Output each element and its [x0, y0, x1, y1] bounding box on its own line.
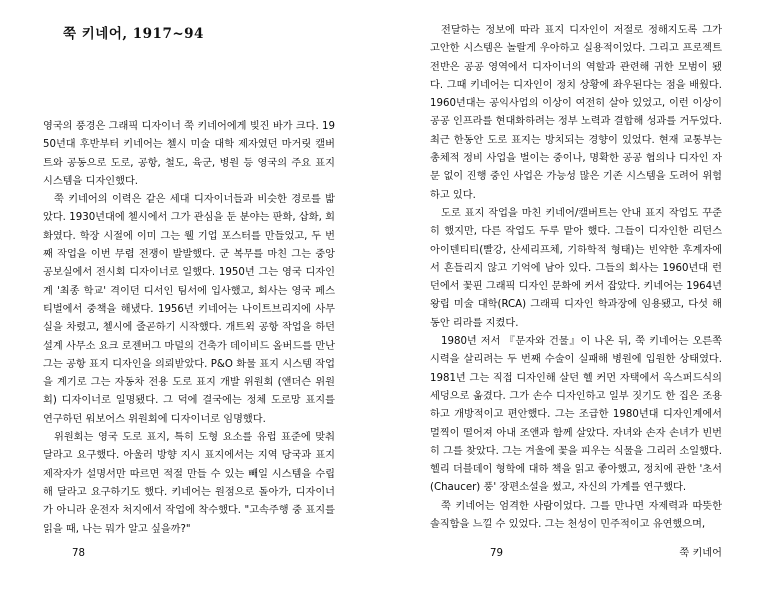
running-head: 쭉 키네어	[679, 548, 722, 559]
page-number: 79	[490, 548, 503, 559]
paragraph: 영국의 풍경은 그래픽 디자이너 쭉 키네어에게 빚진 바가 크다. 1950년대 후반부터 키네어는 첼시 미술 대학 제자였던 마거릿 캘버트와 공동으로 도로, 공항, 철도, 육군, 병원 등 영국의 주요 표지 시스템을 디자인했다.	[43, 121, 335, 187]
paragraph: 전달하는 정보에 따라 표지 디자인이 저절로 정해지도록 그가 고안한 시스템은 놀랄게 우아하고 실용적이었다. 그리고 프로젝트 전반은 공공 영역에서 디자이너의 역할과 관련해 귀한 모범이 됐다. 그때 키네어는 디자인이 정치 상황에 좌우된다는 점을 배웠다. 1960년대는 공익사업의 이상이 여전히 살아 있었고, 이런 이상이 공공 인프라를 현대화하려는 정부 노력과 결합해 성과를 거두었다. 최근 한동안 도로 표지는 방치되는 경향이 있었다. 현재 교통부는 총체적 정비 사업을 벌이는 중이나, 명확한 공공 협의나 디자인 자문 없이 진행 중인 사업은 가능성 많은 기존 시스템을 도려어 위험하고 있다.	[430, 25, 722, 201]
right-page-body	[430, 22, 722, 534]
paragraph: 1980년 저서 『문자와 건물』이 나온 뒤, 쭉 키네어는 오른쪽 시력을 살리려는 두 번째 수술이 실패해 병원에 입원한 상태였다. 1981년 그는 직접 디자인해 살던 헬 커먼 자택에서 옥스퍼드식의 세덩으로 옮겼다. 그가 손수 디자인하고 일부 짓기도 한 집은 조용하고 개방적이고 편안했다. 그는 조급한 1980년대 디자인계에서 멀찍이 떨어져 아내 조앤과 함께 살았다. 자녀와 손자 손녀가 빈번히 그를 찾았다. 그는 겨울에 꽃을 피우는 식물을 그리러 소일했다. 헬리 더블데이 형학에 대하 책을 읽고 좋아했고, 정치에 관한 '초서 (Chaucer) 풍' 장편소설을 썼고, 자신의 가계를 연구했다.	[430, 336, 722, 494]
paragraph: 도로 표지 작업을 마친 키네어/캘버트는 안내 표지 작업도 꾸준히 했지만, 다른 작업도 두루 맡아 했다. 그들이 디자인한 리던스 아이덴티티(빨강, 산세리프체, 기하학적 형태)는 빈약한 후계자에서 흔들리지 않고 기억에 남아 있다. 그들의 회사는 1960년대 런던에서 꽃핀 그래픽 디자인 문화에 커서 잡았다. 키네어는 1964년 왕립 미술 대학(RCA) 그래픽 디자인 학과장에 임용됐고, 다섯 해 동안 리라를 지켰다.	[430, 207, 722, 329]
paragraph: 위원회는 영국 도로 표지, 특히 도형 요소를 유럽 표준에 맞춰 달라고 요구했다. 아울러 방향 지시 표지에서는 지역 당국과 표지 제작자가 설명서만 따르면 적절 만들 수 있는 빼일 시스템을 수립해 달라고 요구하기도 했다. 키네어는 원점으로 돌아가, 디자이너가 아니라 운전자 처지에서 작업에 착수했다. "고속주행 중 표지를 읽을 때, 나는 뭐가 알고 싶을까?"	[43, 432, 335, 535]
paragraph: 쭉 키네어의 이력은 같은 세대 디자이너들과 비슷한 경로를 밟았다. 1930년대에 첼시에서 그가 관심을 둔 분야는 판화, 삽화, 회화였다. 학장 시절에 이미 그는 웰 기업 포스터를 만들었고, 두 번째 작업을 이번 무렵 전쟁이 발발했다. 군 복무를 마친 그는 중앙 공보실에서 전시회 디자이너로 일했다. 1950년 그는 영국 디자인계 '최종 학교' 격이던 디서인 팀서에 입사했고, 회사는 영국 페스티벌에서 중책을 해냈다. 1956년 키네어는 나이트브리지에 사무실을 차렸고, 첼시에 줄곧하기 시작했다. 개트윅 공항 작업을 하던 설계 사무소 요크 로젠버그 마덜의 건축가 데이비드 올버드를 만난 그는 공항 표지 디자인을 의뢰받았다. P&O 화물 표지 시스템 작업을 계기로 그는 자동차 전용 도로 표지 개발 위원회 (앤더슨 위원회) 디자이너로 일명됐다. 그 덕에 결국에는 정체 도로망 표지를 연구하던 워보어스 위원회에 디자이너로 임명했다.	[43, 194, 335, 425]
left-page-body	[43, 118, 335, 539]
chapter-title: 쭉 키네어, 1917~94	[63, 26, 204, 42]
right-page	[382, 0, 764, 595]
paragraph: 쭉 키네어는 엄격한 사람이었다. 그를 만나면 자제력과 따뜻한 솔직함을 느낄 수 있었다. 그는 천성이 민주적이고 유연했으며,	[430, 500, 722, 531]
page-number: 78	[72, 548, 85, 559]
